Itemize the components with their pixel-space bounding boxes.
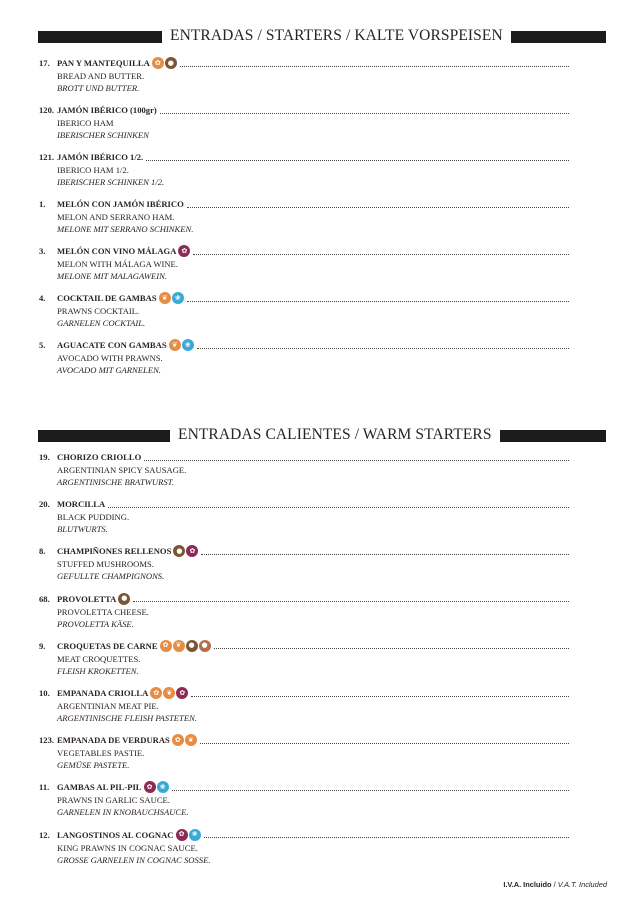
- menu-item: [39, 686, 569, 724]
- menu-item-header: [39, 686, 569, 700]
- menu-item-name: CROQUETAS DE CARNE: [57, 640, 158, 651]
- menu-item-name: COCKTAIL DE GAMBAS: [57, 293, 157, 303]
- menu-item-english: PROVOLETTA CHEESE.: [57, 606, 149, 617]
- gluten-icon: ✿: [172, 734, 184, 746]
- menu-item-number: 120.: [39, 105, 55, 115]
- menu-item-german: MELONE MIT MALAGAWEIN.: [57, 271, 168, 281]
- menu-item-name: AGUACATE CON GAMBAS: [57, 340, 167, 350]
- menu-item-name: CHAMPIÑONES RELLENOS: [57, 546, 172, 557]
- menu-item-header: [39, 291, 569, 305]
- menu-item-german: MELONE MIT SERRANO SCHINKEN.: [57, 224, 194, 234]
- menu-item-english: PRAWNS IN GARLIC SAUCE.: [57, 795, 170, 806]
- allergen-icons: [160, 640, 211, 652]
- menu-item: [39, 291, 569, 329]
- sulfite-icon: ✿: [144, 781, 156, 793]
- menu-item-header: [39, 544, 569, 558]
- dot-leader: [108, 506, 569, 508]
- vat-note: [503, 880, 607, 889]
- menu-item-header: [39, 592, 569, 606]
- menu-item-english: IBERICO HAM 1/2.: [57, 165, 129, 175]
- menu-item-german: GARNELEN COCKTAIL.: [57, 318, 146, 328]
- menu-item-number: 19.: [39, 452, 50, 462]
- menu-item: [39, 150, 569, 188]
- menu-item-name: EMPANADA CRIOLLA: [57, 688, 149, 698]
- fish-icon: ❀: [189, 829, 201, 841]
- menu-item: [39, 780, 569, 818]
- allergen-icons: [178, 245, 190, 257]
- dot-leader: [180, 65, 569, 67]
- allergen-icons: [152, 57, 177, 69]
- menu-item-name: JAMÓN IBÉRICO 1/2.: [57, 152, 144, 162]
- menu-item-name: PROVOLETTA: [57, 593, 117, 604]
- dot-leader: [191, 695, 569, 697]
- menu-item-header: [39, 56, 569, 70]
- dot-leader: [160, 112, 569, 114]
- menu-item: [39, 544, 569, 582]
- sulfite-icon: ✿: [178, 245, 190, 257]
- section-title-warm-starters: ENTRADAS CALIENTES / WARM STARTERS: [170, 425, 500, 445]
- menu-item-number: 1.: [39, 199, 46, 209]
- dot-leader: [200, 742, 569, 744]
- allergen-icons: [173, 545, 198, 557]
- menu-item-german: FLEISH KROKETTEN.: [57, 665, 139, 676]
- menu-item-number: 12.: [39, 829, 50, 840]
- menu-item-name: JAMÓN IBÉRICO (100gr): [57, 105, 157, 115]
- vat-note-en: V.A.T. Included: [557, 880, 607, 889]
- menu-item-name: MELÓN CON VINO MÁLAGA: [57, 246, 177, 256]
- menu-item: [39, 639, 569, 677]
- dot-leader: [204, 836, 569, 838]
- menu-item-english: STUFFED MUSHROOMS.: [57, 559, 154, 570]
- menu-item-english: ARGENTINIAN MEAT PIE.: [57, 701, 159, 711]
- menu-item-number: 8.: [39, 546, 46, 557]
- menu-item-name: PAN Y MANTEQUILLA: [57, 58, 150, 68]
- menu-item-name: GAMBAS AL PIL-PIL: [57, 782, 142, 793]
- menu-item-name: MELÓN CON JAMÓN IBÉRICO: [57, 199, 184, 209]
- dot-leader: [197, 347, 569, 349]
- menu-item-german: GROSSE GARNELEN IN COGNAC SOSSE.: [57, 854, 211, 865]
- menu-item-german: ARGENTINISCHE BRATWURST.: [57, 477, 174, 487]
- allergen-icons: [172, 734, 197, 746]
- dot-leader: [146, 159, 569, 161]
- vat-note-es: I.V.A. Incluido: [503, 880, 552, 889]
- section-title-starters: ENTRADAS / STARTERS / KALTE VORSPEISEN: [162, 26, 511, 46]
- menu-item-number: 17.: [39, 58, 50, 68]
- menu-item: [39, 338, 569, 376]
- fish-icon: ❀: [172, 292, 184, 304]
- sulfite-icon: ✿: [176, 829, 188, 841]
- menu-item: [39, 56, 569, 94]
- lactose-icon: ●: [186, 640, 198, 652]
- menu-item: [39, 592, 569, 630]
- menu-item-header: [39, 450, 569, 464]
- menu-item-german: BLUTWURTS.: [57, 524, 108, 535]
- menu-item: [39, 828, 569, 866]
- menu-item-german: AVOCADO MIT GARNELEN.: [57, 365, 161, 375]
- dot-leader: [133, 600, 569, 602]
- menu-item-english: MEAT CROQUETTES.: [57, 653, 141, 664]
- menu-item-english: PRAWNS COCKTAIL.: [57, 306, 140, 316]
- menu-item-english: BREAD AND BUTTER.: [57, 71, 145, 81]
- menu-item: [39, 497, 569, 535]
- menu-item-number: 121.: [39, 152, 55, 162]
- menu-item: [39, 197, 569, 235]
- menu-item-number: 20.: [39, 499, 50, 510]
- allergen-icons: [150, 687, 188, 699]
- menu-item-number: 4.: [39, 293, 46, 303]
- menu-item-header: [39, 103, 569, 117]
- menu-item-german: GARNELEN IN KNOBAUCHSAUCE.: [57, 807, 189, 818]
- crustacean-icon: ❦: [185, 734, 197, 746]
- menu-item: [39, 733, 569, 771]
- menu-item-number: 9.: [39, 640, 46, 651]
- menu-item: [39, 450, 569, 488]
- menu-item: [39, 103, 569, 141]
- menu-item-german: ARGENTINISCHE FLEISH PASTETEN.: [57, 713, 197, 723]
- gluten-icon: ✿: [160, 640, 172, 652]
- fish-icon: ❀: [157, 781, 169, 793]
- allergen-icons: [159, 292, 184, 304]
- menu-item-english: MELON AND SERRANO HAM.: [57, 212, 175, 222]
- lactose-icon: ●: [118, 593, 130, 605]
- menu-item-header: [39, 497, 569, 511]
- menu-item-number: 123.: [39, 735, 55, 746]
- allergen-icons: [169, 339, 194, 351]
- menu-item-german: GEFULLTE CHAMPIGNONS.: [57, 571, 165, 582]
- menu-item: [39, 244, 569, 282]
- menu-item-number: 68.: [39, 593, 50, 604]
- section-header-bar-warm-starters: [38, 426, 606, 443]
- menu-item-header: [39, 639, 569, 653]
- crustacean-icon: ❦: [173, 640, 185, 652]
- menu-item-header: [39, 244, 569, 258]
- crustacean-icon: ❦: [163, 687, 175, 699]
- menu-item-english: KING PRAWNS IN COGNAC SAUCE.: [57, 842, 198, 853]
- dot-leader: [214, 647, 569, 649]
- menu-item-english: VEGETABLES PASTIE.: [57, 748, 145, 759]
- vat-note-sep: /: [551, 880, 558, 889]
- dot-leader: [144, 459, 569, 461]
- sulfite-icon: ✿: [186, 545, 198, 557]
- menu-item-name: EMPANADA DE VERDURAS: [57, 735, 170, 746]
- menu-item-number: 11.: [39, 782, 50, 793]
- menu-item-number: 5.: [39, 340, 46, 350]
- section-header-bar-starters: [38, 27, 606, 44]
- menu-item-header: [39, 150, 569, 164]
- gluten-icon: ✿: [150, 687, 162, 699]
- dot-leader: [172, 789, 569, 791]
- menu-item-german: IBERISCHER SCHINKEN: [57, 130, 149, 140]
- fish-icon: ❀: [182, 339, 194, 351]
- allergen-icons: [176, 829, 201, 841]
- allergen-icons: [118, 593, 130, 605]
- dot-leader: [193, 253, 569, 255]
- allergen-icons: [144, 781, 169, 793]
- menu-item-header: [39, 733, 569, 747]
- menu-item-name: CHORIZO CRIOLLO: [57, 452, 142, 462]
- menu-item-name: LANGOSTINOS AL COGNAC: [57, 829, 174, 840]
- menu-item-number: 3.: [39, 246, 46, 256]
- menu-item-german: BROTT UND BUTTER.: [57, 83, 140, 93]
- menu-item-english: IBERICO HAM: [57, 118, 114, 128]
- menu-item-header: [39, 197, 569, 211]
- gluten-icon: ✿: [152, 57, 164, 69]
- menu-item-english: MELON WITH MÁLAGA WINE.: [57, 259, 178, 269]
- lactose-icon: ●: [173, 545, 185, 557]
- menu-item-header: [39, 338, 569, 352]
- egg-icon: ●: [199, 640, 211, 652]
- menu-item-german: PROVOLETTA KÄSE.: [57, 618, 134, 629]
- lactose-icon: ●: [165, 57, 177, 69]
- menu-item-header: [39, 780, 569, 794]
- menu-item-number: 10.: [39, 688, 50, 698]
- crustacean-icon: ❦: [159, 292, 171, 304]
- menu-item-german: IBERISCHER SCHINKEN 1/2.: [57, 177, 165, 187]
- menu-item-english: AVOCADO WITH PRAWNS.: [57, 353, 163, 363]
- dot-leader: [187, 206, 569, 208]
- menu-item-english: ARGENTINIAN SPICY SAUSAGE.: [57, 465, 187, 475]
- menu-item-german: GEMÜSE PASTETE.: [57, 760, 130, 771]
- dot-leader: [187, 300, 569, 302]
- menu-item-header: [39, 828, 569, 842]
- menu-item-english: BLACK PUDDING.: [57, 512, 130, 523]
- dot-leader: [201, 553, 569, 555]
- crustacean-icon: ❦: [169, 339, 181, 351]
- sulfite-icon: ✿: [176, 687, 188, 699]
- menu-item-name: MORCILLA: [57, 499, 106, 510]
